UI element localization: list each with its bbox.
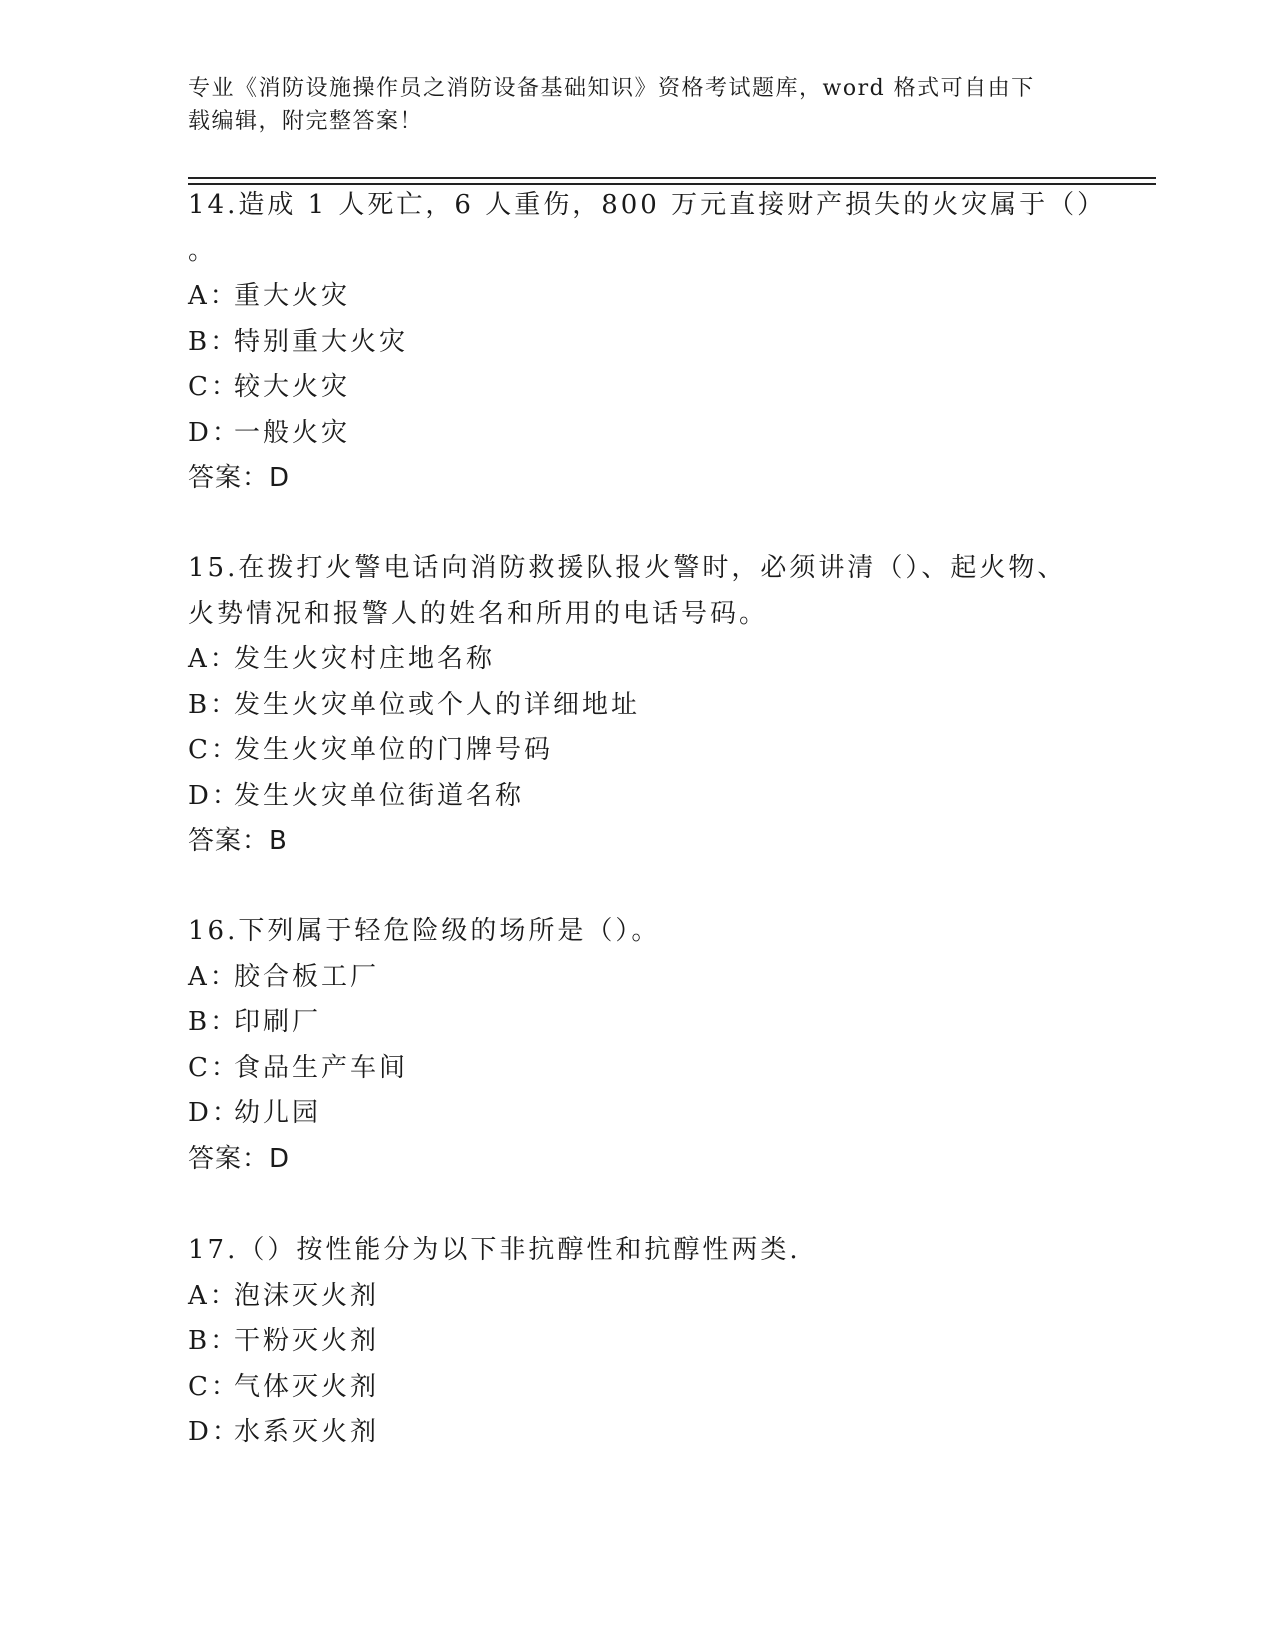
option-key: D： (188, 780, 241, 811)
option-b (188, 320, 1068, 366)
option-text: 幼儿园 (234, 1098, 322, 1128)
question-stem: 16.下列属于轻危险级的场所是（）。 (188, 916, 661, 946)
option-text: 发生火灾单位街道名称 (234, 780, 525, 811)
question-14 (188, 183, 1107, 502)
option-b (188, 1319, 1068, 1365)
option-text: 水系灭火剂 (234, 1417, 380, 1447)
option-c (188, 365, 1068, 411)
option-key: C： (188, 1052, 240, 1083)
option-text: 重大火灾 (234, 281, 351, 311)
option-d (188, 411, 1068, 457)
option-d (188, 1410, 1068, 1456)
option-b (188, 683, 1068, 729)
option-key: B： (188, 689, 240, 720)
header-line-1: 专业《消防设施操作员之消防设备基础知识》资格考试题库，word 格式可自由下 (188, 76, 1035, 101)
question-stem: 14.造成 1 人死亡，6 人重伤，800 万元直接财产损失的火灾属于（） (188, 190, 1107, 220)
answer-label: 答案：B (188, 826, 288, 856)
document-header (188, 72, 1068, 138)
question-stem-continued: 火势情况和报警人的姓名和所用的电话号码。 (188, 598, 769, 629)
option-key: D： (188, 417, 241, 448)
question-15 (188, 546, 1068, 865)
option-text: 泡沫灭火剂 (234, 1280, 380, 1311)
option-text: 干粉灭火剂 (234, 1326, 380, 1356)
header-line-2: 载编辑，附完整答案！ (188, 109, 424, 134)
option-key: A： (188, 1280, 239, 1311)
option-text: 胶合板工厂 (234, 961, 380, 992)
option-a (188, 637, 1068, 683)
option-a (188, 274, 1068, 320)
option-text: 发生火灾单位的门牌号码 (234, 735, 554, 765)
question-17 (188, 1228, 1068, 1456)
option-text: 发生火灾单位或个人的详细地址 (234, 689, 641, 720)
option-d (188, 1091, 1068, 1137)
option-key: A： (188, 961, 239, 992)
question-stem: 17.（）按性能分为以下非抗醇性和抗醇性两类. (188, 1235, 801, 1265)
option-a (188, 1274, 1068, 1320)
option-b (188, 1000, 1068, 1046)
question-stem: 15.在拨打火警电话向消防救援队报火警时，必须讲清（）、起火物、 (188, 553, 1067, 583)
option-key: A： (188, 281, 239, 311)
option-key: B： (188, 1007, 240, 1037)
option-key: C： (188, 1371, 240, 1402)
option-c (188, 728, 1068, 774)
option-key: A： (188, 644, 239, 674)
option-text: 印刷厂 (234, 1007, 322, 1037)
option-key: D： (188, 1417, 241, 1447)
option-c (188, 1365, 1068, 1411)
option-key: D： (188, 1098, 241, 1128)
option-text: 气体灭火剂 (234, 1371, 380, 1402)
option-key: B： (188, 326, 240, 357)
option-key: C： (188, 735, 240, 765)
option-key: C： (188, 372, 240, 402)
option-key: B： (188, 1326, 240, 1356)
option-text: 发生火灾村庄地名称 (234, 644, 496, 674)
option-c (188, 1046, 1068, 1092)
answer-label: 答案：D (188, 1143, 291, 1174)
option-d (188, 774, 1068, 820)
question-stem-continued: 。 (188, 235, 218, 266)
header-divider-top (188, 177, 1156, 179)
option-a (188, 955, 1068, 1001)
option-text: 较大火灾 (234, 372, 351, 402)
question-16 (188, 909, 1068, 1182)
option-text: 食品生产车间 (234, 1052, 409, 1083)
answer-label: 答案：D (188, 463, 291, 493)
option-text: 一般火灾 (234, 417, 351, 448)
option-text: 特别重大火灾 (234, 326, 409, 357)
